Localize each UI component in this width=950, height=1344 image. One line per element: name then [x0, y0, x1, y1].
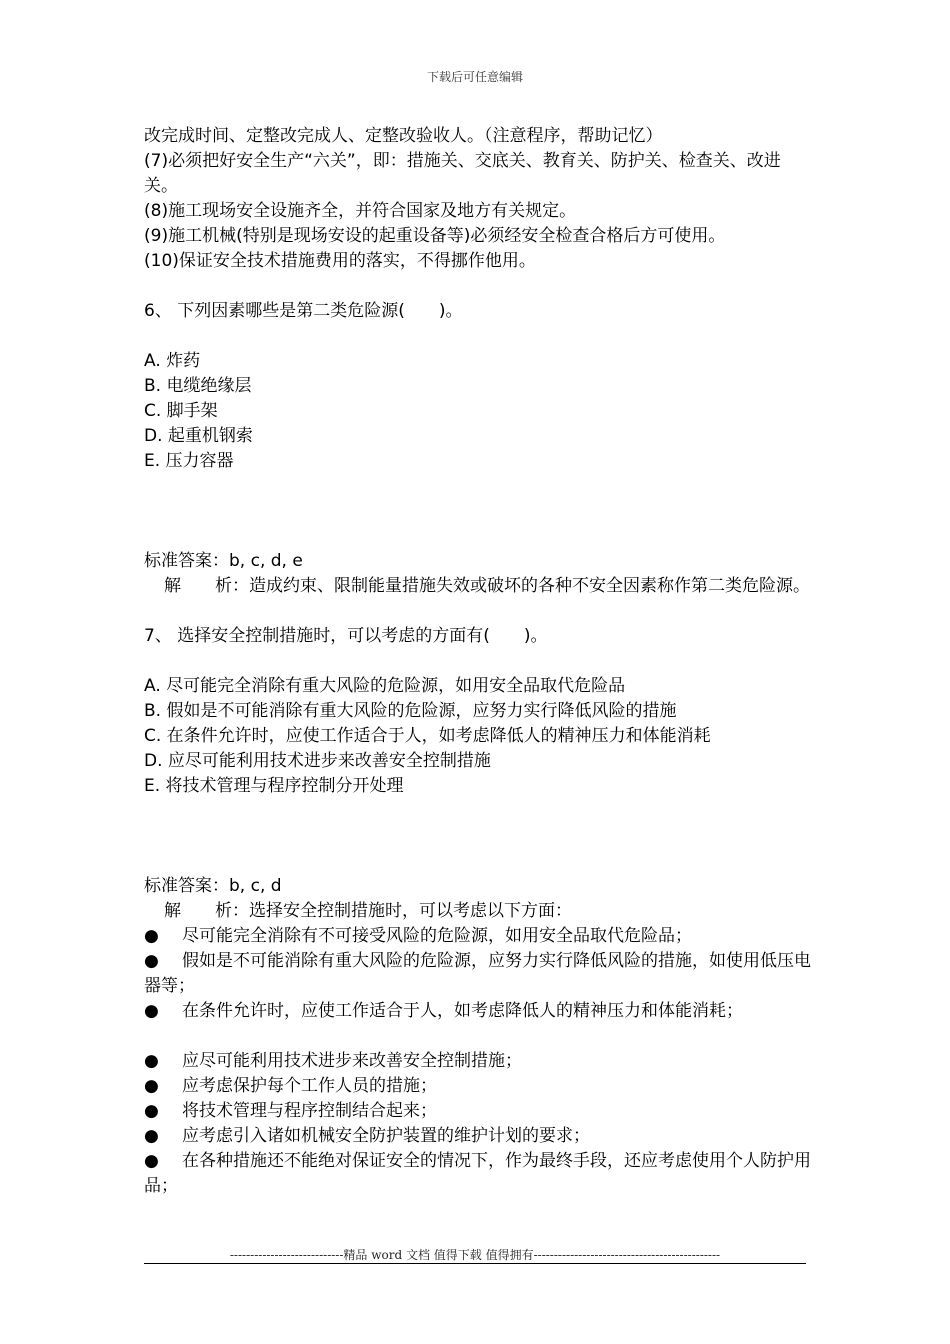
page-footer: ----------------------------精品 word 文档 值得下载 值得拥有----------------------------------------------	[229, 1248, 721, 1262]
bullet-text: 将技术管理与程序控制结合起来；	[182, 1101, 437, 1121]
q7-bullet	[144, 1074, 814, 1099]
intro-line: (9)施工机械(特别是现场安设的起重设备等)必须经安全检查合格后方可使用。	[144, 226, 726, 246]
bullet-icon: ●	[144, 1001, 159, 1021]
bullet-text: 假如是不可能消除有重大风险的危险源，应努力实行降低风险的措施，如使用低压电器等；	[144, 951, 811, 996]
q6-answer: 标准答案：b, c, d, e	[144, 551, 303, 571]
bullet-icon: ●	[144, 1126, 159, 1146]
q7-option-c: C. 在条件允许时，应使工作适合于人，如考虑降低人的精神压力和体能消耗	[144, 726, 711, 746]
bullet-icon: ●	[144, 1051, 159, 1071]
page-header: 下载后可任意编辑	[426, 70, 523, 84]
bullet-text: 应考虑引入诸如机械安全防护装置的维护计划的要求；	[182, 1126, 590, 1146]
q7-option-b: B. 假如是不可能消除有重大风险的危险源，应努力实行降低风险的措施	[144, 701, 677, 721]
q7-analysis: 解 析：选择安全控制措施时，可以考虑以下方面：	[164, 901, 572, 921]
q6-analysis: 解 析：造成约束、限制能量措施失效或破坏的各种不安全因素称作第二类危险源。	[164, 576, 810, 596]
q6-option-b: B. 电缆绝缘层	[144, 376, 252, 396]
intro-line: (8)施工现场安全设施齐全，并符合国家及地方有关规定。	[144, 201, 577, 221]
q7-bullet	[144, 1099, 814, 1124]
question-6: 6、 下列因素哪些是第二类危险源( )。	[144, 301, 463, 321]
q6-option-e: E. 压力容器	[144, 451, 234, 471]
bullet-text: 应考虑保护每个工作人员的措施；	[182, 1076, 437, 1096]
q7-bullet	[144, 949, 814, 999]
q6-option-c: C. 脚手架	[144, 401, 218, 421]
q7-bullet	[144, 924, 814, 949]
document-body	[144, 124, 814, 1199]
intro-line: (10)保证安全技术措施费用的落实，不得挪作他用。	[144, 251, 536, 271]
bullet-text: 应尽可能利用技术进步来改善安全控制措施；	[182, 1051, 522, 1071]
q7-option-a: A. 尽可能完全消除有重大风险的危险源，如用安全品取代危险品	[144, 676, 626, 696]
q7-option-d: D. 应尽可能利用技术进步来改善安全控制措施	[144, 751, 491, 771]
bullet-icon: ●	[144, 1151, 159, 1171]
bullet-icon: ●	[144, 1076, 159, 1096]
bullet-text: 在条件允许时，应使工作适合于人，如考虑降低人的精神压力和体能消耗；	[182, 1001, 743, 1021]
q7-bullet	[144, 1124, 814, 1149]
q6-option-d: D. 起重机钢索	[144, 426, 253, 446]
q6-option-a: A. 炸药	[144, 351, 201, 371]
intro-line: 改完成时间、定整改完成人、定整改验收人。（注意程序，帮助记忆）	[144, 126, 663, 146]
footer-rule	[144, 1263, 806, 1264]
bullet-text: 在各种措施还不能绝对保证安全的情况下，作为最终手段，还应考虑使用个人防护用品；	[144, 1151, 811, 1196]
q7-bullet	[144, 999, 814, 1024]
q7-bullet	[144, 1049, 814, 1074]
bullet-text: 尽可能完全消除有不可接受风险的危险源，如用安全品取代危险品；	[182, 926, 692, 946]
question-7: 7、 选择安全控制措施时，可以考虑的方面有( )。	[144, 626, 548, 646]
q7-bullet	[144, 1149, 814, 1199]
bullet-icon: ●	[144, 1101, 159, 1121]
bullet-icon: ●	[144, 951, 159, 971]
intro-line: (7)必须把好安全生产“六关”，即：措施关、交底关、教育关、防护关、检查关、改进关。	[144, 151, 781, 196]
bullet-icon: ●	[144, 926, 159, 946]
q7-answer: 标准答案：b, c, d	[144, 876, 282, 896]
q7-option-e: E. 将技术管理与程序控制分开处理	[144, 776, 404, 796]
